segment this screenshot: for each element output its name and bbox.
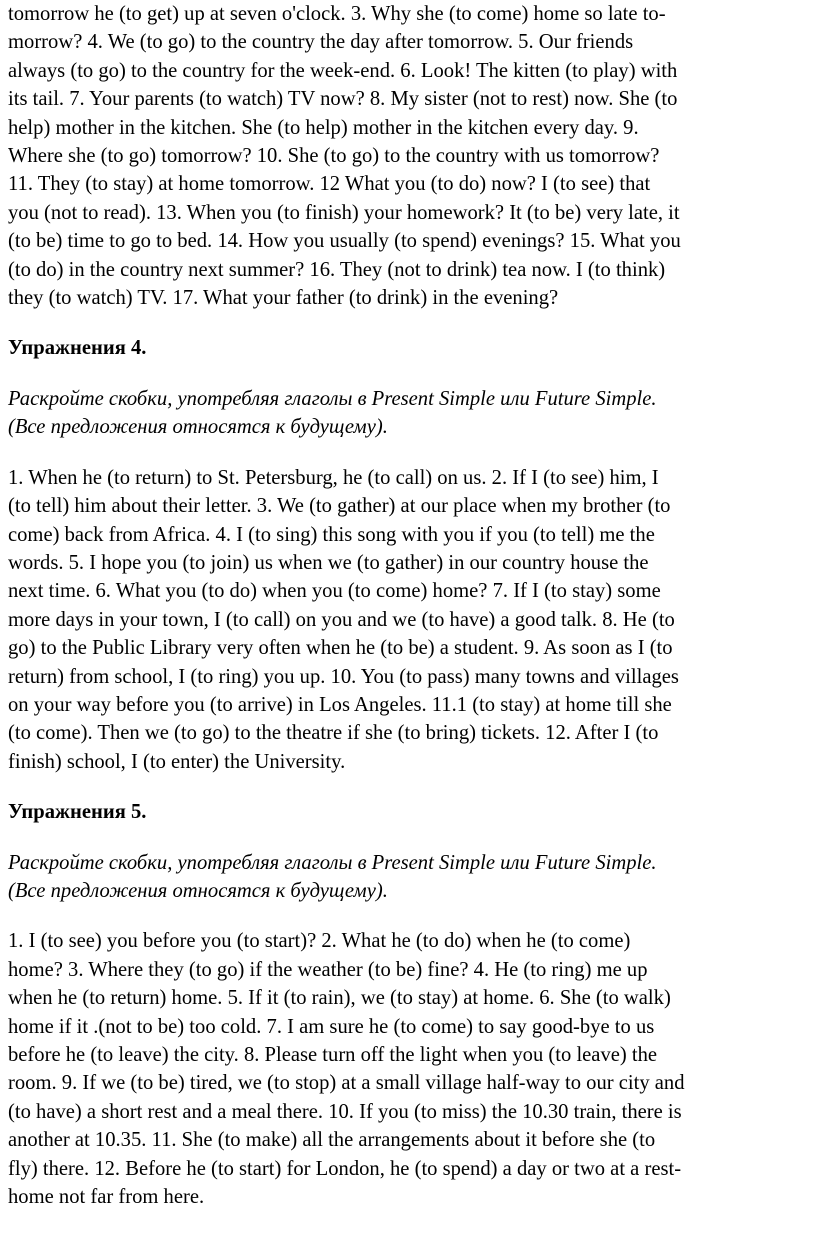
paragraph-line: (to be) time to go to bed. 14. How you usually (to spend) evenings? 15. What you bbox=[8, 230, 681, 253]
paragraph-line: you (not to read). 13. When you (to finish) your homework? It (to be) very late, it bbox=[8, 201, 680, 224]
paragraph-line: words. 5. I hope you (to join) us when we (to gather) in our country house the bbox=[8, 551, 649, 574]
exercise4-sentences bbox=[8, 464, 808, 776]
paragraph-line: come) back from Africa. 4. I (to sing) this song with you if you (to tell) me the bbox=[8, 523, 655, 546]
exercise5-heading: Упражнения 5. bbox=[8, 801, 147, 824]
instruction-line: Раскройте скобки, употребляя глаголы в Present Simple или Future Simple. bbox=[8, 851, 657, 874]
paragraph-line: home if it .(not to be) too cold. 7. I am sure he (to come) to say good-bye to us bbox=[8, 1015, 655, 1038]
document-page bbox=[8, 0, 808, 1211]
paragraph-line: home not far from here. bbox=[8, 1186, 205, 1209]
paragraph-line: help) mother in the kitchen. She (to help) mother in the kitchen every day. 9. bbox=[8, 116, 639, 139]
paragraph-line: 11. They (to stay) at home tomorrow. 12 What you (to do) now? I (to see) that bbox=[8, 173, 651, 196]
paragraph-line: more days in your town, I (to call) on you and we (to have) a good talk. 8. He (to bbox=[8, 608, 675, 631]
paragraph-line: on your way before you (to arrive) in Los Angeles. 11.1 (to stay) at home till she bbox=[8, 693, 672, 716]
paragraph-line: (to come). Then we (to go) to the theatre if she (to bring) tickets. 12. After I (to bbox=[8, 722, 659, 745]
paragraph-line: (to tell) him about their letter. 3. We (to gather) at our place when my brother (to bbox=[8, 495, 671, 518]
exercise5-sentences bbox=[8, 927, 808, 1211]
paragraph-line: tomorrow he (to get) up at seven o'clock. 3. Why she (to come) home so late to- bbox=[8, 3, 666, 25]
exercise4-instructions bbox=[8, 385, 808, 442]
instruction-line: (Все предложения относятся к будущему). bbox=[8, 416, 388, 439]
paragraph-line: always (to go) to the country for the week-end. 6. Look! The kitten (to play) with bbox=[8, 59, 678, 82]
spacer bbox=[8, 827, 808, 849]
spacer bbox=[8, 442, 808, 464]
spacer bbox=[8, 363, 808, 385]
paragraph-line: its tail. 7. Your parents (to watch) TV now? 8. My sister (not to rest) now. She (to bbox=[8, 88, 678, 111]
paragraph-line: home? 3. Where they (to go) if the weather (to be) fine? 4. He (to ring) me up bbox=[8, 958, 648, 981]
paragraph-line: return) from school, I (to ring) you up. 10. You (to pass) many towns and villages bbox=[8, 665, 679, 688]
paragraph-line: another at 10.35. 11. She (to make) all the arrangements about it before she (to bbox=[8, 1129, 656, 1152]
exercise3-continuation-paragraph bbox=[8, 0, 808, 312]
exercise5-instructions bbox=[8, 849, 808, 906]
paragraph-line: 1. I (to see) you before you (to start)? 2. What he (to do) when he (to come) bbox=[8, 930, 631, 953]
paragraph-line: (to do) in the country next summer? 16. They (not to drink) tea now. I (to think) bbox=[8, 258, 666, 281]
paragraph-line: before he (to leave) the city. 8. Please turn off the light when you (to leave) the bbox=[8, 1044, 658, 1066]
paragraph-line: finish) school, I (to enter) the University. bbox=[8, 750, 346, 773]
paragraph-line: 1. When he (to return) to St. Petersburg, he (to call) on us. 2. If I (to see) him, I bbox=[8, 466, 659, 489]
paragraph-line: they (to watch) TV. 17. What your father (to drink) in the evening? bbox=[8, 287, 559, 310]
spacer bbox=[8, 776, 808, 798]
paragraph-line: Where she (to go) tomorrow? 10. She (to go) to the country with us tomorrow? bbox=[8, 145, 660, 168]
spacer bbox=[8, 905, 808, 927]
spacer bbox=[8, 312, 808, 334]
paragraph-line: (to have) a short rest and a meal there. 10. If you (to miss) the 10.30 train, there is bbox=[8, 1100, 682, 1123]
paragraph-line: next time. 6. What you (to do) when you (to come) home? 7. If I (to stay) some bbox=[8, 580, 661, 603]
paragraph-line: go) to the Public Library very often when he (to be) a student. 9. As soon as I (to bbox=[8, 637, 673, 660]
paragraph-line: morrow? 4. We (to go) to the country the day after tomorrow. 5. Our friends bbox=[8, 31, 634, 54]
paragraph-line: when he (to return) home. 5. If it (to rain), we (to stay) at home. 6. She (to walk) bbox=[8, 987, 671, 1010]
exercise4-heading: Упражнения 4. bbox=[8, 337, 147, 360]
instruction-line: (Все предложения относятся к будущему). bbox=[8, 879, 388, 902]
paragraph-line: fly) there. 12. Before he (to start) for London, he (to spend) a day or two at a rest- bbox=[8, 1157, 682, 1180]
instruction-line: Раскройте скобки, употребляя глаголы в Present Simple или Future Simple. bbox=[8, 387, 657, 410]
paragraph-line: room. 9. If we (to be) tired, we (to stop) at a small village half-way to our city and bbox=[8, 1072, 685, 1095]
